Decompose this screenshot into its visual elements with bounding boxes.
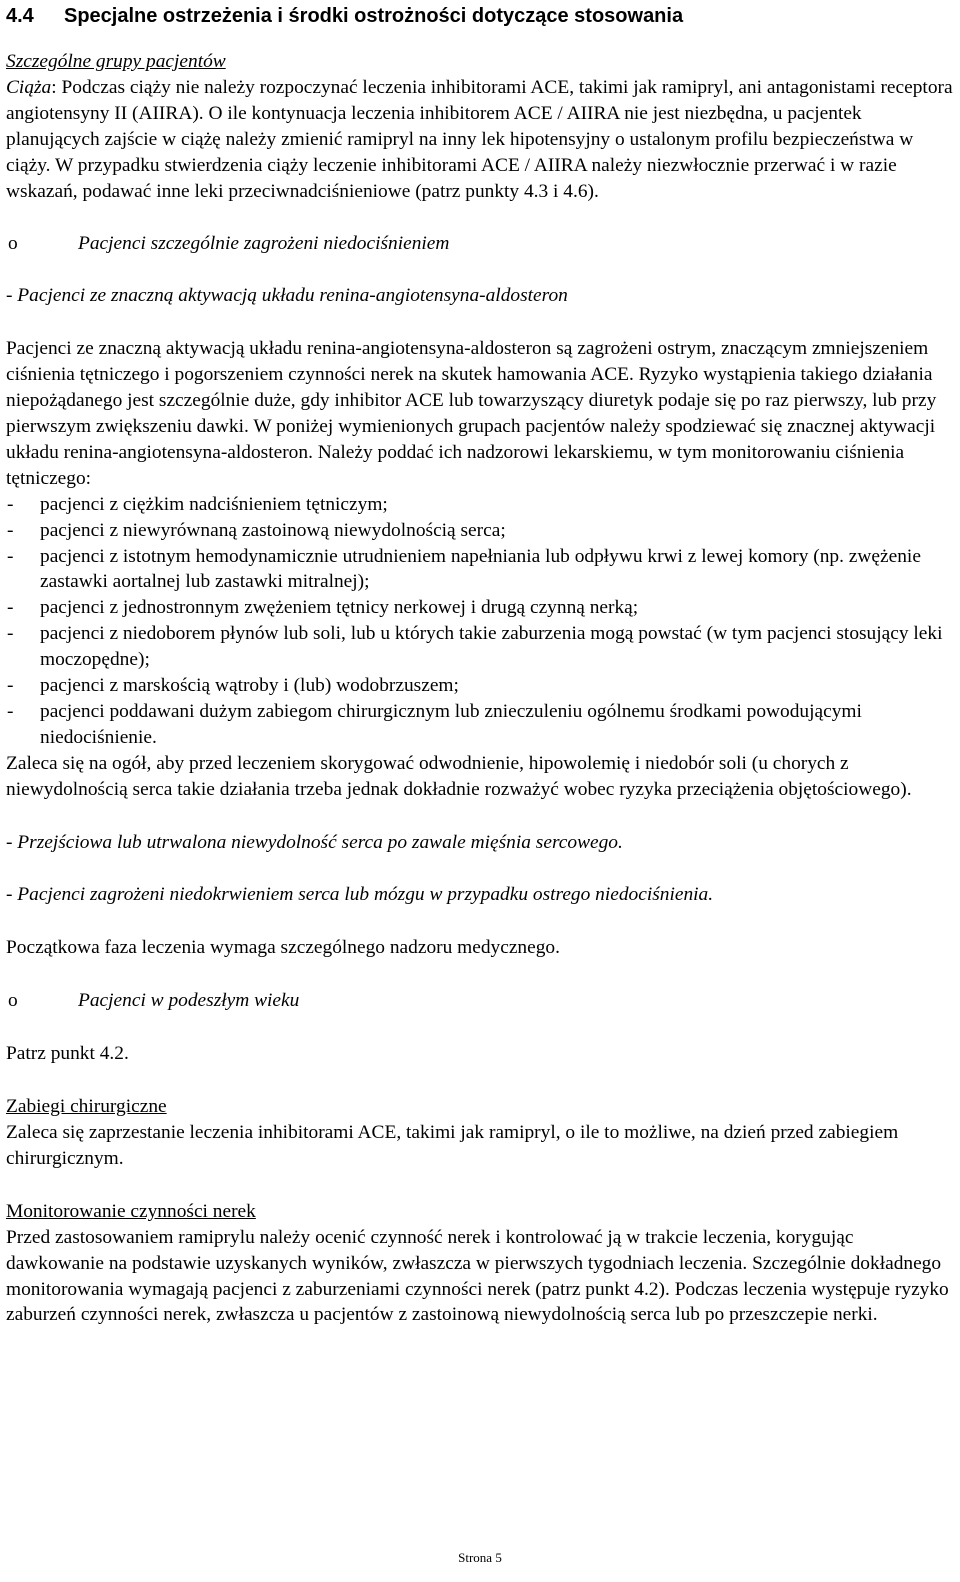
special-groups-title: Szczególne grupy pacjentów (6, 51, 226, 72)
list-item: - pacjenci z ciężkim nadciśnieniem tętniczym; (7, 493, 388, 515)
ischemia-subheading: - Pacjenci zagrożeni niedokrwieniem serca lub mózgu w przypadku ostrego niedociśnienia. (6, 884, 714, 906)
list-item: - pacjenci z marskością wątroby i (lub) wodobrzuszem; (7, 675, 459, 697)
bullet-marker: o (8, 990, 18, 1012)
bullet-marker: o (8, 233, 18, 255)
list-item: - pacjenci poddawani dużym zabiegom chirurgicznym lub znieczuleniu ogólnemu środkami powodującymi niedociśnienie. (7, 700, 862, 748)
list-item: - pacjenci z niedoborem płynów lub soli, lub u których takie zaburzenia mogą powstać (w tym pacjenci stosujący leki moczopędne); (7, 623, 943, 671)
heart-failure-subheading: - Przejściowa lub utrwalona niewydolność serca po zawale mięśnia sercowego. (6, 831, 623, 853)
raas-paragraph: Pacjenci ze znaczną aktywacją układu renina-angiotensyna-aldosteron są zagrożeni ostrym, znaczącym zmniejszeniem ciśnienia tętniczego i pogorszeniem czynności nerek na skutek hamowania ACE. Ryzyko wystąpienia takiego działania niepożądanego jest szczególnie duże, gdy inhibitor ACE lub towarzyszący diuretyk podaje się po raz pierwszy, lub przy pierwszym zwiększeniu dawki. W poniżej wymienionych grupach pacjentów należy spodziewać się znacznej aktywacji układu renina-angiotensyna-aldosteron. Należy poddać ich nadzorowi lekarskiemu, w tym monitorowaniu ciśnienia tętniczego: (6, 338, 937, 489)
raas-subheading: - Pacjenci ze znaczną aktywacją układu renina-angiotensyna-aldosteron (6, 285, 568, 307)
initial-phase-paragraph: Początkowa faza leczenia wymaga szczególnego nadzoru medycznego. (6, 937, 560, 959)
section-number: 4.4 (6, 5, 34, 27)
elderly-text: Patrz punkt 4.2. (6, 1043, 129, 1065)
page-number: Strona 5 (458, 1550, 502, 1565)
list-item: - pacjenci z jednostronnym zwężeniem tętnicy nerkowej i drugą czynną nerką; (7, 597, 639, 619)
hypotension-title: Pacjenci szczególnie zagrożeni niedociśnieniem (78, 233, 450, 255)
hypotension-heading (6, 231, 954, 257)
pregnancy-text: : Podczas ciąży nie należy rozpoczynać leczenia inhibitorami ACE, takimi jak ramipryl, ani antagonistami receptora angiotensyny II (AIIRA). O ile kontynuacja leczenia inhibitorem ACE / AIIRA nie jest niezbędna, u pacjentek planujących zajście w ciążę należy zmienić ramipryl na inny lek hipotensyjny o ustalonym profilu bezpieczeństwa w ciąży. W przypadku stwierdzenia ciąży leczenie inhibitorami ACE / AIIRA należy niezwłocznie przerwać i w razie wskazań, podawać inne leki przeciwnadciśnieniowe (patrz punkty 4.3 i 4.6). (6, 76, 953, 202)
renal-text: Przed zastosowaniem ramiprylu należy ocenić czynność nerek i kontrolować ją w trakcie leczenia, korygując dawkowanie na podstawie uzyskanych wyników, zwłaszcza w pierwszych tygodniach leczenia. Szczególnie dokładnego monitorowania wymagają pacjenci z zaburzeniami czynności nerek (patrz punkt 4.2). Podczas leczenia występuje ryzyko zaburzeń czynności nerek, zwłaszcza u pacjentów z zastoinową niewydolnością serca lub po przeszczepie nerki. (6, 1226, 949, 1326)
surgery-title: Zabiegi chirurgiczne (6, 1096, 167, 1118)
document-page (6, 0, 954, 1328)
surgery-text: Zaleca się zaprzestanie leczenia inhibitorami ACE, takimi jak ramipryl, o ile to możliwe, na dzień przed zabiegiem chirurgicznym. (6, 1122, 899, 1169)
pregnancy-label: Ciąża (6, 76, 52, 98)
correction-paragraph: Zaleca się na ogół, aby przed leczeniem skorygować odwodnienie, hipowolemię i niedobór soli (u chorych z niewydolnością serca takie działania trzeba jednak dokładnie rozważyć wobec ryzyka przeciążenia objętościowego). (6, 752, 912, 800)
section-heading (6, 3, 954, 29)
renal-title: Monitorowanie czynności nerek (6, 1200, 256, 1222)
risk-group-list (6, 492, 954, 751)
section-title: Specjalne ostrzeżenia i środki ostrożności dotyczące stosowania (64, 5, 684, 27)
list-item: - pacjenci z istotnym hemodynamicznie utrudnieniem napełniania lub odpływu krwi z lewej komory (np. zwężenie zastawki aortalnej lub zastawki mitralnej); (7, 545, 921, 593)
elderly-title: Pacjenci w podeszłym wieku (78, 990, 300, 1012)
list-item: - pacjenci z niewyrównaną zastoinową niewydolnością serca; (7, 519, 506, 541)
elderly-heading (6, 988, 954, 1014)
pregnancy-paragraph (6, 75, 954, 205)
